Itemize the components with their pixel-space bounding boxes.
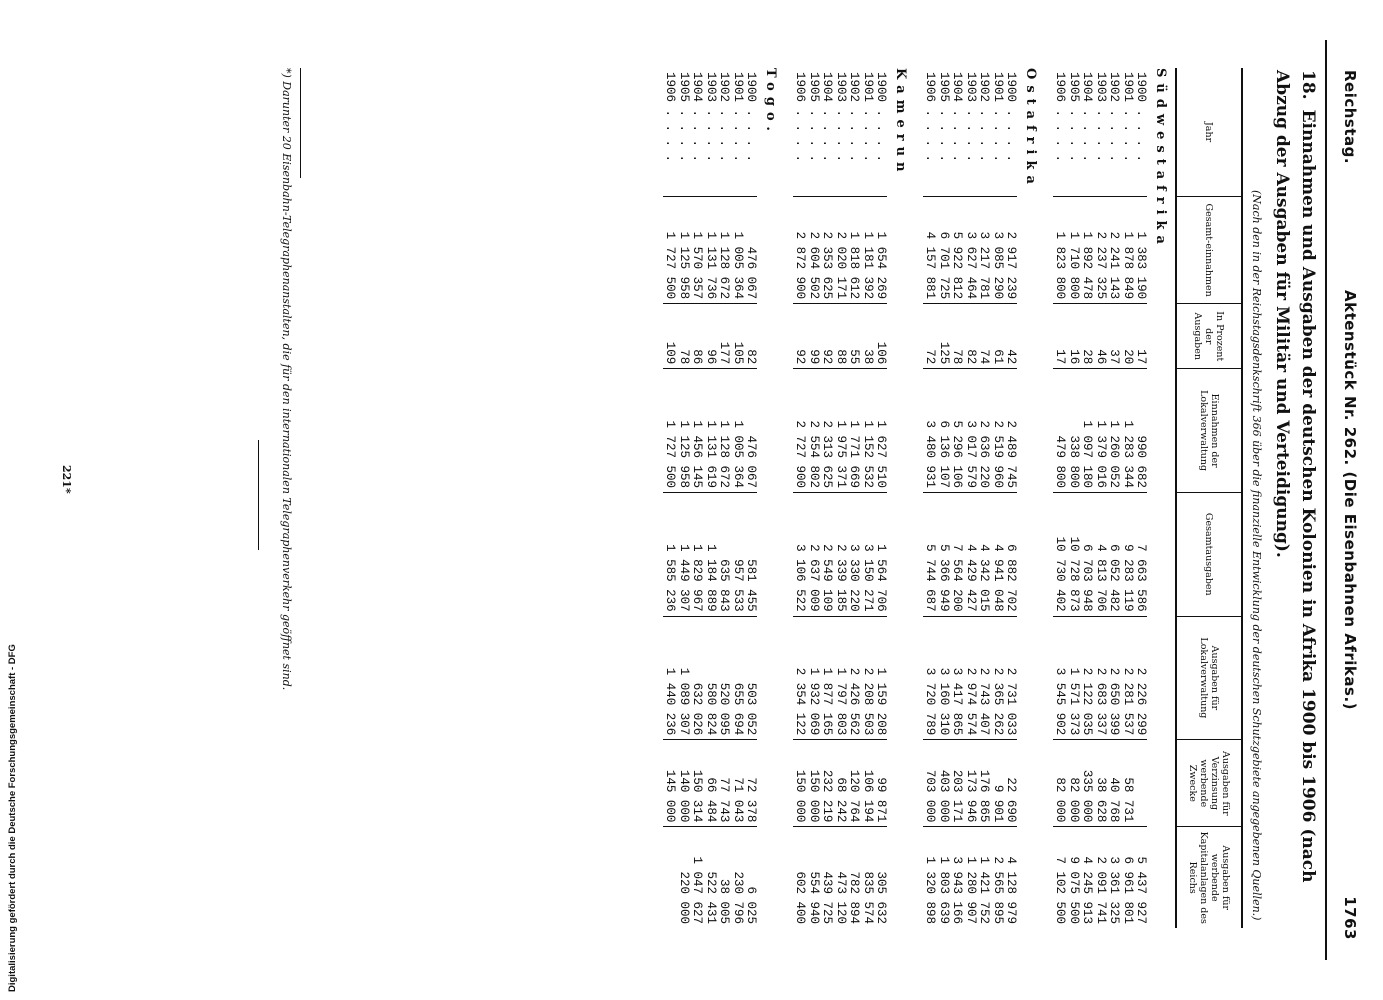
table-row bbox=[874, 68, 888, 928]
value-cell: 109 bbox=[663, 304, 677, 369]
value-cell: 58 731 bbox=[1121, 740, 1135, 827]
value-cell: 6 136 107 bbox=[937, 369, 951, 493]
value-cell: 703 000 bbox=[923, 740, 937, 827]
section-title: Ostafrika bbox=[1023, 68, 1038, 190]
year-cell: 1902 . . . . bbox=[977, 72, 992, 163]
value-cell: 1 564 706 bbox=[874, 492, 888, 616]
value-cell: 2 020 171 bbox=[834, 197, 848, 304]
value-cell: 6 025 bbox=[744, 827, 758, 928]
value-cell: 6 961 801 bbox=[1121, 827, 1135, 928]
section-gap bbox=[655, 68, 663, 928]
value-cell: 77 743 bbox=[717, 740, 731, 827]
value-cell: 10 730 402 bbox=[1053, 492, 1067, 616]
year-cell: 1901 . . . . bbox=[1121, 72, 1135, 163]
value-cell: 1 097 180 bbox=[1080, 369, 1094, 493]
value-cell: 1 047 627 bbox=[690, 827, 704, 928]
table-row bbox=[1094, 68, 1108, 928]
value-cell: 3 330 220 bbox=[847, 492, 861, 616]
year-cell: 1900 . . . . bbox=[744, 72, 759, 163]
value-cell: 1 005 364 bbox=[731, 369, 745, 493]
value-cell: 2 208 503 bbox=[861, 616, 875, 740]
year-cell: 1902 . . . . bbox=[717, 72, 732, 163]
value-cell bbox=[1134, 740, 1148, 827]
header-row bbox=[1176, 68, 1242, 928]
value-cell: 1 727 500 bbox=[663, 369, 677, 493]
year-cell: 1900 . . . . bbox=[1134, 72, 1149, 163]
value-cell: 99 bbox=[807, 304, 821, 369]
table-row bbox=[820, 68, 834, 928]
value-cell: 2 354 122 bbox=[793, 616, 807, 740]
value-cell: 3 085 290 bbox=[991, 197, 1005, 304]
table-row bbox=[1121, 68, 1135, 928]
value-cell: 150 000 bbox=[793, 740, 807, 827]
year-cell: 1902 . . . . bbox=[847, 72, 862, 163]
value-cell: 2 650 399 bbox=[1107, 616, 1121, 740]
value-cell: 88 bbox=[834, 304, 848, 369]
year-cell: 1906 . . . . bbox=[1053, 72, 1068, 163]
value-cell: 1 131 619 bbox=[704, 369, 718, 493]
value-cell: 7 564 200 bbox=[950, 492, 964, 616]
value-cell: 479 800 bbox=[1053, 369, 1067, 493]
value-cell: 3 150 271 bbox=[861, 492, 875, 616]
table-row bbox=[704, 68, 718, 928]
year-cell: 1903 . . . . bbox=[964, 72, 978, 163]
gap-cell bbox=[1045, 68, 1053, 928]
value-cell: 66 484 bbox=[704, 740, 718, 827]
value-cell: 2 636 220 bbox=[977, 369, 991, 493]
value-cell: 5 922 812 bbox=[950, 197, 964, 304]
value-cell: 2 122 035 bbox=[1080, 616, 1094, 740]
year-cell: 1905 . . . . bbox=[1067, 72, 1081, 163]
value-cell: 140 000 bbox=[677, 740, 691, 827]
col-header: Ausgaben für Verzinsung werbende Zwecke bbox=[1176, 740, 1242, 827]
value-cell: 957 533 bbox=[731, 492, 745, 616]
value-cell: 9 283 119 bbox=[1121, 492, 1135, 616]
value-cell: 2 237 325 bbox=[1094, 197, 1108, 304]
value-cell: 6 052 482 bbox=[1107, 492, 1121, 616]
value-cell: 1 975 371 bbox=[834, 369, 848, 493]
value-cell: 3 480 931 bbox=[923, 369, 937, 493]
value-cell: 46 bbox=[1094, 304, 1108, 369]
value-cell: 145 000 bbox=[663, 740, 677, 827]
table-row bbox=[977, 68, 991, 928]
col-header: In Prozent der Ausgaben bbox=[1176, 304, 1242, 369]
value-cell: 782 894 bbox=[847, 827, 861, 928]
value-cell: 1 797 803 bbox=[834, 616, 848, 740]
value-cell: 38 628 bbox=[1094, 740, 1108, 827]
value-cell: 2 365 262 bbox=[991, 616, 1005, 740]
year-cell: 1901 . . . . bbox=[731, 72, 745, 163]
value-cell: 1 260 052 bbox=[1107, 369, 1121, 493]
year-cell: 1906 . . . . bbox=[663, 72, 678, 163]
value-cell: 602 400 bbox=[793, 827, 807, 928]
value-cell: 1 440 236 bbox=[663, 616, 677, 740]
value-cell: 522 431 bbox=[704, 827, 718, 928]
table-row bbox=[937, 68, 951, 928]
year-cell: 1906 . . . . bbox=[793, 72, 808, 163]
value-cell: 5 744 687 bbox=[923, 492, 937, 616]
running-head-left: Reichstag. bbox=[1341, 70, 1359, 165]
value-cell: 17 bbox=[1134, 304, 1148, 369]
value-cell: 1 184 889 bbox=[704, 492, 718, 616]
value-cell: 2 339 185 bbox=[834, 492, 848, 616]
value-cell: 3 160 310 bbox=[937, 616, 951, 740]
value-cell: 581 455 bbox=[744, 492, 758, 616]
value-cell: 1 878 849 bbox=[1121, 197, 1135, 304]
value-cell: 1 823 800 bbox=[1053, 197, 1067, 304]
value-cell: 473 120 bbox=[834, 827, 848, 928]
value-cell: 1 005 364 bbox=[731, 197, 745, 304]
value-cell: 82 000 bbox=[1053, 740, 1067, 827]
value-cell: 1 627 510 bbox=[874, 369, 888, 493]
year-cell: 1905 . . . . bbox=[807, 72, 821, 163]
footnote: *) Darunter 20 Eisenbahn-Telegraphenanstalten, die für den internationalen Telegraphenverkehr geöffnet sind. bbox=[280, 68, 293, 691]
value-cell: 150 314 bbox=[690, 740, 704, 827]
section-title: Kamerun bbox=[893, 68, 908, 178]
col-header: Gesamt-einnahmen bbox=[1176, 197, 1242, 304]
value-cell: 232 219 bbox=[820, 740, 834, 827]
value-cell: 1 181 392 bbox=[861, 197, 875, 304]
year-cell: 1905 . . . . bbox=[677, 72, 691, 163]
value-cell: 1 456 145 bbox=[690, 369, 704, 493]
value-cell: 2 489 745 bbox=[1004, 369, 1018, 493]
table-row bbox=[793, 68, 807, 928]
year-cell: 1901 . . . . bbox=[861, 72, 875, 163]
value-cell: 2 281 537 bbox=[1121, 616, 1135, 740]
value-cell: 1 571 373 bbox=[1067, 616, 1081, 740]
value-cell: 61 bbox=[991, 304, 1005, 369]
divider bbox=[258, 440, 259, 550]
year-cell: 1904 . . . . bbox=[1080, 72, 1095, 163]
value-cell: 82 bbox=[964, 304, 978, 369]
table-row bbox=[991, 68, 1005, 928]
value-cell: 305 632 bbox=[874, 827, 888, 928]
page-number: 221* bbox=[60, 465, 73, 494]
value-cell: 335 000 bbox=[1080, 740, 1094, 827]
value-cell: 120 764 bbox=[847, 740, 861, 827]
value-cell: 1 089 307 bbox=[677, 616, 691, 740]
value-cell: 1 570 357 bbox=[690, 197, 704, 304]
value-cell: 96 bbox=[704, 304, 718, 369]
value-cell: 2 226 299 bbox=[1134, 616, 1148, 740]
value-cell: 106 194 bbox=[861, 740, 875, 827]
running-head-page: 1763 bbox=[1341, 896, 1359, 940]
year-cell: 1905 . . . . bbox=[937, 72, 951, 163]
sideline bbox=[4, 572, 18, 992]
value-cell: 439 725 bbox=[820, 827, 834, 928]
value-cell: 125 bbox=[937, 304, 951, 369]
value-cell: 220 000 bbox=[677, 827, 691, 928]
table-row bbox=[923, 68, 937, 928]
value-cell: 2 426 562 bbox=[847, 616, 861, 740]
table-row bbox=[861, 68, 875, 928]
value-cell: 230 796 bbox=[731, 827, 745, 928]
section-title: Südwestafrika bbox=[1153, 68, 1168, 250]
table-body bbox=[655, 68, 1176, 928]
value-cell: 68 242 bbox=[834, 740, 848, 827]
value-cell: 4 128 979 bbox=[1004, 827, 1018, 928]
value-cell: 3 017 579 bbox=[964, 369, 978, 493]
value-cell: 2 549 109 bbox=[820, 492, 834, 616]
header-rule bbox=[1325, 40, 1327, 960]
value-cell: 1 710 800 bbox=[1067, 197, 1081, 304]
value-cell: 2 604 502 bbox=[807, 197, 821, 304]
value-cell: 503 052 bbox=[744, 616, 758, 740]
value-cell: 1 818 612 bbox=[847, 197, 861, 304]
value-cell: 3 627 464 bbox=[964, 197, 978, 304]
table-subtitle: (Nach den in der Reichstagsdenkschrift 366 über die finanzielle Entwicklung der deutschen Schutzgebiete angegebenen Quellen.) bbox=[1250, 190, 1263, 921]
value-cell: 1 128 672 bbox=[717, 197, 731, 304]
value-cell: 4 157 881 bbox=[923, 197, 937, 304]
value-cell: 4 429 427 bbox=[964, 492, 978, 616]
value-cell: 1 283 344 bbox=[1121, 369, 1135, 493]
value-cell: 2 565 895 bbox=[991, 827, 1005, 928]
value-cell: 1 449 307 bbox=[677, 492, 691, 616]
value-cell: 5 296 106 bbox=[950, 369, 964, 493]
value-cell: 990 682 bbox=[1134, 369, 1148, 493]
value-cell: 3 106 522 bbox=[793, 492, 807, 616]
value-cell: 1 131 736 bbox=[704, 197, 718, 304]
table-row bbox=[690, 68, 704, 928]
year-cell: 1900 . . . . bbox=[874, 72, 889, 163]
table-row bbox=[1080, 68, 1094, 928]
value-cell: 150 000 bbox=[807, 740, 821, 827]
value-cell: 3 217 781 bbox=[977, 197, 991, 304]
value-cell: 105 bbox=[731, 304, 745, 369]
table-row bbox=[1004, 68, 1018, 928]
section-gap bbox=[785, 68, 793, 928]
table-row bbox=[663, 68, 677, 928]
value-cell: 92 bbox=[793, 304, 807, 369]
year-cell: 1902 . . . . bbox=[1107, 72, 1122, 163]
finance-table bbox=[655, 68, 1243, 928]
value-cell: 1 280 907 bbox=[964, 827, 978, 928]
value-cell: 82 bbox=[744, 304, 758, 369]
section-gap bbox=[1045, 68, 1053, 928]
value-cell: 1 727 500 bbox=[663, 197, 677, 304]
year-cell: 1903 . . . . bbox=[1094, 72, 1108, 163]
year-cell: 1906 . . . . bbox=[923, 72, 938, 163]
value-cell: 1 320 898 bbox=[923, 827, 937, 928]
year-cell: 1904 . . . . bbox=[690, 72, 705, 163]
year-cell: 1904 . . . . bbox=[950, 72, 965, 163]
value-cell: 7 102 500 bbox=[1053, 827, 1067, 928]
col-header: Ausgaben für werbende Kapitalanlagen des Reichs bbox=[1176, 827, 1242, 928]
value-cell: 2 241 143 bbox=[1107, 197, 1121, 304]
value-cell: 72 bbox=[923, 304, 937, 369]
value-cell: 2 731 033 bbox=[1004, 616, 1018, 740]
title-number: 18. bbox=[1298, 70, 1318, 100]
value-cell: 1 892 478 bbox=[1080, 197, 1094, 304]
year-cell: 1901 . . . . bbox=[991, 72, 1005, 163]
value-cell: 520 095 bbox=[717, 616, 731, 740]
value-cell: 3 361 325 bbox=[1107, 827, 1121, 928]
value-cell: 42 bbox=[1004, 304, 1018, 369]
value-cell: 1 829 967 bbox=[690, 492, 704, 616]
table-row bbox=[950, 68, 964, 928]
value-cell: 1 654 269 bbox=[874, 197, 888, 304]
table-title bbox=[1269, 70, 1321, 930]
value-cell: 176 865 bbox=[977, 740, 991, 827]
value-cell: 2 917 239 bbox=[1004, 197, 1018, 304]
value-cell: 38 005 bbox=[717, 827, 731, 928]
value-cell: 203 171 bbox=[950, 740, 964, 827]
value-cell: 338 800 bbox=[1067, 369, 1081, 493]
section-title: Togo. bbox=[763, 68, 778, 137]
table-row bbox=[744, 68, 758, 928]
table-row bbox=[1067, 68, 1081, 928]
col-header: Einnahmen der Lokalverwaltung bbox=[1176, 369, 1242, 493]
value-cell: 92 bbox=[820, 304, 834, 369]
table-row bbox=[717, 68, 731, 928]
value-cell: 1 152 532 bbox=[861, 369, 875, 493]
value-cell: 5 366 949 bbox=[937, 492, 951, 616]
value-cell: 9 901 bbox=[991, 740, 1005, 827]
value-cell: 40 768 bbox=[1107, 740, 1121, 827]
value-cell: 74 bbox=[977, 304, 991, 369]
section-header-row bbox=[1018, 68, 1046, 928]
value-cell: 71 043 bbox=[731, 740, 745, 827]
section-header-row bbox=[758, 68, 786, 928]
value-cell: 20 bbox=[1121, 304, 1135, 369]
title-text: Einnahmen und Ausgaben der deutschen Kolonien in Afrika 1900 bis 1906 (nach Abzug der Ausgaben für Militär und Verteidigung). bbox=[1272, 70, 1318, 883]
value-cell: 4 245 913 bbox=[1080, 827, 1094, 928]
value-cell: 1 128 672 bbox=[717, 369, 731, 493]
table-row bbox=[1053, 68, 1067, 928]
value-cell: 78 bbox=[950, 304, 964, 369]
value-cell: 655 694 bbox=[731, 616, 745, 740]
table-row bbox=[677, 68, 691, 928]
value-cell: 3 943 166 bbox=[950, 827, 964, 928]
value-cell: 2 313 625 bbox=[820, 369, 834, 493]
value-cell: 4 941 048 bbox=[991, 492, 1005, 616]
value-cell: 1 803 639 bbox=[937, 827, 951, 928]
value-cell: 1 125 958 bbox=[677, 197, 691, 304]
value-cell: 4 813 706 bbox=[1094, 492, 1108, 616]
value-cell: 99 871 bbox=[874, 740, 888, 827]
value-cell: 7 663 586 bbox=[1134, 492, 1148, 616]
table-row bbox=[847, 68, 861, 928]
value-cell: 6 701 725 bbox=[937, 197, 951, 304]
value-cell: 55 bbox=[847, 304, 861, 369]
value-cell: 632 026 bbox=[690, 616, 704, 740]
section-header-row bbox=[888, 68, 916, 928]
value-cell: 1 932 069 bbox=[807, 616, 821, 740]
value-cell: 6 882 702 bbox=[1004, 492, 1018, 616]
value-cell bbox=[663, 827, 677, 928]
value-cell: 106 bbox=[874, 304, 888, 369]
value-cell: 82 000 bbox=[1067, 740, 1081, 827]
table-row bbox=[1107, 68, 1121, 928]
value-cell: 28 bbox=[1080, 304, 1094, 369]
value-cell: 1 877 165 bbox=[820, 616, 834, 740]
value-cell: 86 bbox=[690, 304, 704, 369]
value-cell: 3 720 789 bbox=[923, 616, 937, 740]
value-cell: 835 574 bbox=[861, 827, 875, 928]
value-cell: 72 378 bbox=[744, 740, 758, 827]
gap-cell bbox=[785, 68, 793, 928]
value-cell: 1 771 669 bbox=[847, 369, 861, 493]
value-cell: 3 417 865 bbox=[950, 616, 964, 740]
value-cell: 635 843 bbox=[717, 492, 731, 616]
value-cell: 1 125 958 bbox=[677, 369, 691, 493]
value-cell: 476 067 bbox=[744, 197, 758, 304]
year-cell: 1900 . . . . bbox=[1004, 72, 1019, 163]
value-cell: 1 159 208 bbox=[874, 616, 888, 740]
gap-cell bbox=[655, 68, 663, 928]
table-row bbox=[964, 68, 978, 928]
year-cell: 1904 . . . . bbox=[820, 72, 835, 163]
value-cell: 2 353 625 bbox=[820, 197, 834, 304]
value-cell: 476 067 bbox=[744, 369, 758, 493]
table-row bbox=[1134, 68, 1148, 928]
value-cell: 22 690 bbox=[1004, 740, 1018, 827]
value-cell: 2 637 009 bbox=[807, 492, 821, 616]
value-cell: 2 091 741 bbox=[1094, 827, 1108, 928]
value-cell: 5 437 927 bbox=[1134, 827, 1148, 928]
table-row bbox=[807, 68, 821, 928]
value-cell: 2 554 802 bbox=[807, 369, 821, 493]
col-header: Jahr bbox=[1176, 68, 1242, 197]
running-head-middle: Aktenstück Nr. 262. (Die Eisenbahnen Afrikas.) bbox=[1341, 290, 1359, 710]
value-cell: 9 075 500 bbox=[1067, 827, 1081, 928]
value-cell: 17 bbox=[1053, 304, 1067, 369]
value-cell: 37 bbox=[1107, 304, 1121, 369]
value-cell: 16 bbox=[1067, 304, 1081, 369]
value-cell: 2 683 337 bbox=[1094, 616, 1108, 740]
value-cell: 10 728 873 bbox=[1067, 492, 1081, 616]
value-cell: 1 383 190 bbox=[1134, 197, 1148, 304]
value-cell: 2 974 574 bbox=[964, 616, 978, 740]
section-gap bbox=[915, 68, 923, 928]
value-cell: 2 519 960 bbox=[991, 369, 1005, 493]
year-cell: 1903 . . . . bbox=[704, 72, 718, 163]
footnote-rule bbox=[300, 68, 301, 178]
table-row bbox=[834, 68, 848, 928]
value-cell: 6 703 948 bbox=[1080, 492, 1094, 616]
value-cell: 1 421 752 bbox=[977, 827, 991, 928]
value-cell: 3 545 902 bbox=[1053, 616, 1067, 740]
sideline-text: Digitalisierung gefördert durch die Deutsche Forschungsgemeinschaft - DFG bbox=[7, 644, 18, 992]
col-header: Ausgaben für Lokalverwaltung bbox=[1176, 616, 1242, 740]
section-header-row bbox=[1148, 68, 1177, 928]
value-cell: 2 743 407 bbox=[977, 616, 991, 740]
year-cell: 1903 . . . . bbox=[834, 72, 848, 163]
value-cell: 38 bbox=[861, 304, 875, 369]
value-cell: 580 824 bbox=[704, 616, 718, 740]
table-row bbox=[731, 68, 745, 928]
value-cell: 554 940 bbox=[807, 827, 821, 928]
col-header: Gesamtausgaben bbox=[1176, 492, 1242, 616]
value-cell: 78 bbox=[677, 304, 691, 369]
value-cell: 1 379 016 bbox=[1094, 369, 1108, 493]
value-cell: 1 585 236 bbox=[663, 492, 677, 616]
value-cell: 2 727 900 bbox=[793, 369, 807, 493]
value-cell: 4 342 015 bbox=[977, 492, 991, 616]
value-cell: 173 946 bbox=[964, 740, 978, 827]
value-cell: 177 bbox=[717, 304, 731, 369]
gap-cell bbox=[915, 68, 923, 928]
value-cell: 2 872 900 bbox=[793, 197, 807, 304]
value-cell: 403 000 bbox=[937, 740, 951, 827]
